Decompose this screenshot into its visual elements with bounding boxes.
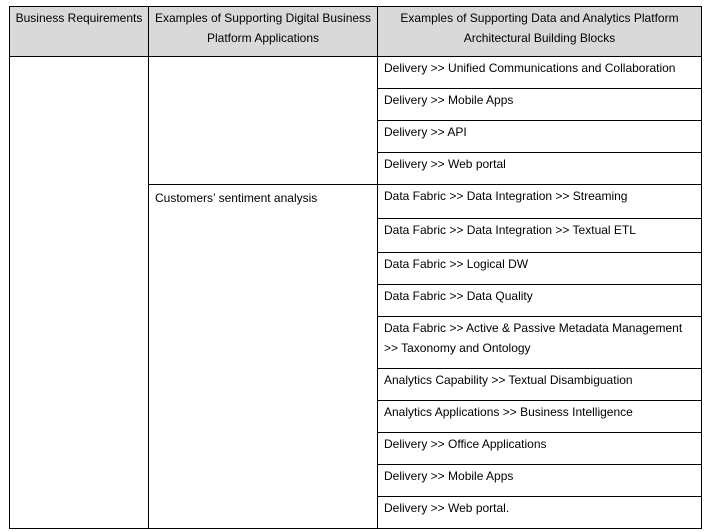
building-block-cell: Analytics Capability >> Textual Disambiguation (378, 369, 702, 401)
building-block-cell: Data Fabric >> Logical DW (378, 253, 702, 285)
building-block-cell: Delivery >> Mobile Apps (378, 465, 702, 497)
requirements-table (9, 6, 702, 529)
building-block-cell: Delivery >> API (378, 121, 702, 153)
building-block-cell: Data Fabric >> Data Integration >> Streaming (378, 185, 702, 219)
building-block-cell: Delivery >> Web portal (378, 153, 702, 185)
table-row (10, 57, 702, 89)
building-block-cell: Delivery >> Web portal. (378, 497, 702, 529)
business-requirement-cell (10, 57, 149, 529)
application-cell (149, 57, 378, 185)
building-block-cell: Delivery >> Office Applications (378, 433, 702, 465)
building-block-cell: Delivery >> Unified Communications and Collaboration (378, 57, 702, 89)
header-supporting-applications: Examples of Supporting Digital Business Platform Applications (149, 7, 378, 57)
header-business-requirements: Business Requirements (10, 7, 149, 57)
building-block-cell: Data Fabric >> Active & Passive Metadata Management >> Taxonomy and Ontology (378, 317, 702, 369)
application-cell: Customers’ sentiment analysis (149, 185, 378, 529)
building-block-cell: Data Fabric >> Data Integration >> Textual ETL (378, 219, 702, 253)
header-row (10, 7, 702, 57)
building-block-cell: Analytics Applications >> Business Intelligence (378, 401, 702, 433)
header-building-blocks: Examples of Supporting Data and Analytics Platform Architectural Building Blocks (378, 7, 702, 57)
building-block-cell: Data Fabric >> Data Quality (378, 285, 702, 317)
building-block-cell: Delivery >> Mobile Apps (378, 89, 702, 121)
